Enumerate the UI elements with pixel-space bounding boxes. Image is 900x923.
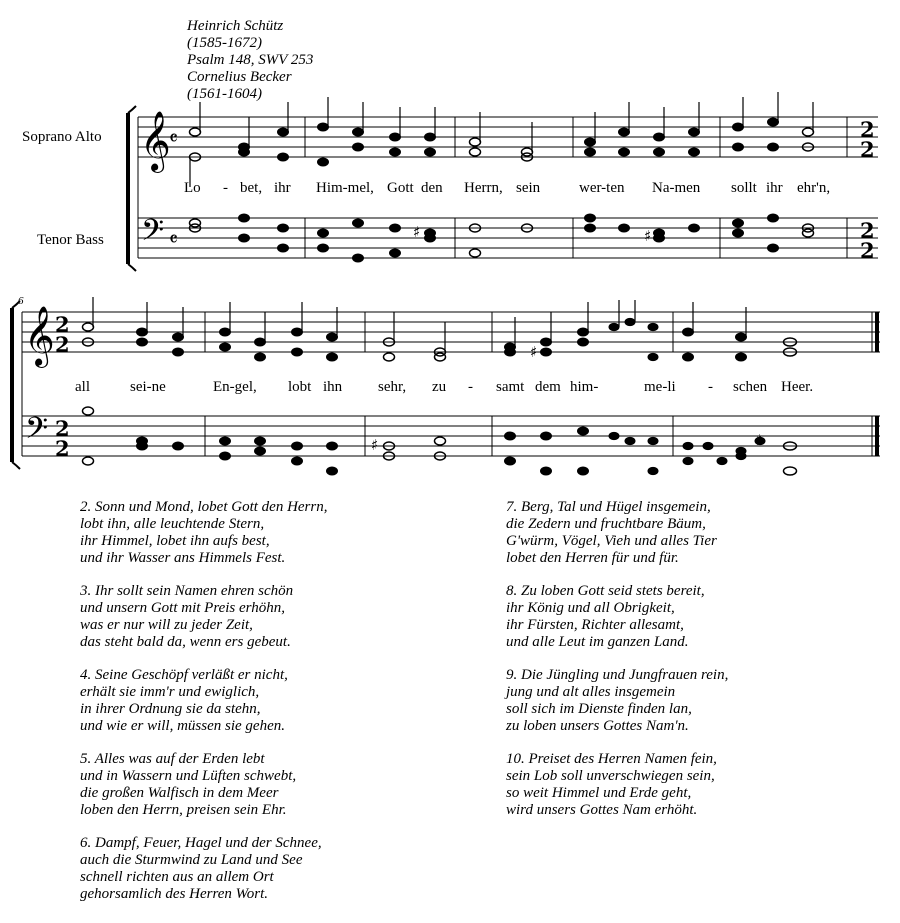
lyric-syllable: sollt bbox=[731, 180, 757, 196]
lyric-syllable: ihr bbox=[274, 180, 291, 196]
verse-line: und in Wassern und Lüften schwebt, bbox=[80, 768, 297, 784]
lyric-syllable: ehr'n, bbox=[797, 180, 831, 196]
verse-line: lobt ihn, alle leuchtende Stern, bbox=[80, 516, 265, 532]
lyric-syllable: Na-men bbox=[652, 180, 701, 196]
verse-line: 7. Berg, Tal und Hügel insgemein, bbox=[506, 499, 711, 515]
verse-5 bbox=[80, 751, 327, 819]
verse-line: gehorsamlich des Herren Wort. bbox=[80, 886, 269, 902]
verse-line: 10. Preiset des Herren Namen fein, bbox=[506, 751, 717, 767]
verse-line: 2. Sonn und Mond, lobet Gott den Herrn, bbox=[80, 499, 328, 515]
lyric-syllable: wer-ten bbox=[579, 180, 625, 196]
lyric-syllable: lobt bbox=[288, 379, 312, 395]
lyric-syllable: - bbox=[468, 379, 473, 395]
part-label-tenor-bass: Tenor Bass bbox=[37, 232, 104, 248]
verse-3 bbox=[80, 583, 327, 651]
lyric-syllable: den bbox=[421, 180, 443, 196]
lyric-syllable: ihr bbox=[766, 180, 783, 196]
lyric-syllable: - bbox=[708, 379, 713, 395]
svg-text:2: 2 bbox=[860, 218, 875, 243]
svg-text:♯: ♯ bbox=[413, 223, 421, 241]
lyric-syllable: him- bbox=[570, 379, 599, 395]
svg-text:2: 2 bbox=[860, 117, 875, 142]
verse-line: das steht bald da, wenn ers gebeut. bbox=[80, 634, 291, 650]
verse-line: sein Lob soll unverschwiegen sein, bbox=[506, 768, 715, 784]
lyric-syllable: Heer. bbox=[781, 379, 814, 395]
verse-line: und alle Leut im ganzen Land. bbox=[506, 634, 689, 650]
staff-treble-2 bbox=[22, 312, 880, 352]
verse-line: ihr Himmel, lobet ihn aufs best, bbox=[80, 533, 270, 549]
svg-text:♯: ♯ bbox=[755, 431, 763, 449]
verse-line: 9. Die Jüngling und Jungfrauen rein, bbox=[506, 667, 729, 683]
lyric-syllable: sei-ne bbox=[130, 379, 166, 395]
verse-line: ihr König und all Obrigkeit, bbox=[506, 600, 675, 616]
verse-line: zu loben unsers Gottes Nam'n. bbox=[506, 718, 689, 734]
svg-text:♯: ♯ bbox=[644, 227, 652, 245]
credit-line: Heinrich Schütz bbox=[187, 18, 284, 34]
lyric-syllable: Him-mel, bbox=[316, 180, 374, 196]
lyric-syllable: dem bbox=[535, 379, 561, 395]
lyric-syllable: zu bbox=[432, 379, 447, 395]
svg-text:2: 2 bbox=[55, 312, 70, 337]
svg-text:𝄢: 𝄢 bbox=[141, 214, 165, 255]
svg-text:𝄴: 𝄴 bbox=[169, 227, 178, 251]
svg-text:𝄢: 𝄢 bbox=[25, 412, 49, 453]
verse-line: soll sich im Dienste finden lan, bbox=[506, 701, 692, 717]
lyric-syllable: bet, bbox=[240, 180, 263, 196]
svg-text:♯: ♯ bbox=[371, 436, 379, 454]
verse-line: G'würm, Vögel, Vieh und alles Tier bbox=[506, 533, 717, 549]
verse-line: was er nur will zu jeder Zeit, bbox=[80, 617, 253, 633]
verse-8 bbox=[506, 583, 728, 651]
verse-line: die Zedern und fruchtbare Bäum, bbox=[506, 516, 706, 532]
staff-bass-2 bbox=[22, 416, 880, 456]
credit-line: (1561-1604) bbox=[187, 86, 262, 102]
verse-line: schnell richten aus an allem Ort bbox=[80, 869, 274, 885]
verse-line: lobet den Herren für und für. bbox=[506, 550, 679, 566]
lyric-syllable: sehr, bbox=[378, 379, 407, 395]
lyric-syllable: Lo bbox=[184, 180, 201, 196]
lyric-syllable: ihn bbox=[323, 379, 343, 395]
verse-7 bbox=[506, 499, 728, 567]
verse-line: 5. Alles was auf der Erden lebt bbox=[80, 751, 265, 767]
lyric-syllable: schen bbox=[733, 379, 768, 395]
credit-line: Cornelius Becker bbox=[187, 69, 292, 85]
part-label-soprano-alto: Soprano Alto bbox=[22, 129, 102, 145]
svg-text:2: 2 bbox=[55, 416, 70, 441]
lyric-syllable: all bbox=[75, 379, 90, 395]
svg-text:2: 2 bbox=[860, 238, 875, 263]
verse-line: auch die Sturmwind zu Land und See bbox=[80, 852, 303, 868]
verse-line: in ihrer Ordnung sie da stehn, bbox=[80, 701, 261, 717]
verse-10 bbox=[506, 751, 728, 819]
lyric-syllable: me-li bbox=[644, 379, 676, 395]
verse-line: erhält sie imm'r und ewiglich, bbox=[80, 684, 260, 700]
verse-line: 8. Zu loben Gott seid stets bereit, bbox=[506, 583, 705, 599]
verse-9 bbox=[506, 667, 728, 735]
verse-line: und ihr Wasser ans Himmels Fest. bbox=[80, 550, 286, 566]
lyric-syllable: - bbox=[223, 180, 228, 196]
verse-2 bbox=[80, 499, 327, 567]
credit-line: (1585-1672) bbox=[187, 35, 262, 51]
svg-text:𝄞: 𝄞 bbox=[140, 111, 171, 171]
verse-line: und wie er will, müssen sie gehen. bbox=[80, 718, 285, 734]
lyric-syllable: samt bbox=[496, 379, 525, 395]
lyric-syllable: Gott bbox=[387, 180, 414, 196]
verse-line: 6. Dampf, Feuer, Hagel und der Schnee, bbox=[80, 835, 322, 851]
verses-left-column bbox=[80, 499, 327, 919]
verse-line: und unsern Gott mit Preis erhöhn, bbox=[80, 600, 285, 616]
verse-line: wird unsers Gottes Nam erhöht. bbox=[506, 802, 698, 818]
verse-line: die großen Walfisch in dem Meer bbox=[80, 785, 279, 801]
verse-line: 3. Ihr sollt sein Namen ehren schön bbox=[80, 583, 294, 599]
lyric-syllable: En-gel, bbox=[213, 379, 257, 395]
verse-line: 4. Seine Geschöpf verläßt er nicht, bbox=[80, 667, 288, 683]
lyric-syllable: sein bbox=[516, 180, 541, 196]
verse-4 bbox=[80, 667, 327, 735]
svg-text:♯: ♯ bbox=[530, 343, 538, 361]
measure-number: 6 bbox=[18, 295, 24, 307]
lyric-syllable: Herrn, bbox=[464, 180, 503, 196]
verse-line: jung und alt alles insgemein bbox=[506, 684, 676, 700]
verse-line: loben den Herrn, preisen sein Ehr. bbox=[80, 802, 287, 818]
verse-line: ihr Fürsten, Richter allesamt, bbox=[506, 617, 684, 633]
credit-line: Psalm 148, SWV 253 bbox=[187, 52, 314, 68]
svg-text:𝄞: 𝄞 bbox=[24, 306, 55, 366]
svg-text:2: 2 bbox=[55, 332, 70, 357]
svg-text:2: 2 bbox=[860, 137, 875, 162]
verse-line: so weit Himmel und Erde geht, bbox=[506, 785, 692, 801]
svg-text:2: 2 bbox=[55, 436, 70, 461]
verses-right-column bbox=[506, 499, 728, 835]
svg-text:𝄴: 𝄴 bbox=[169, 126, 178, 150]
verse-6 bbox=[80, 835, 327, 903]
